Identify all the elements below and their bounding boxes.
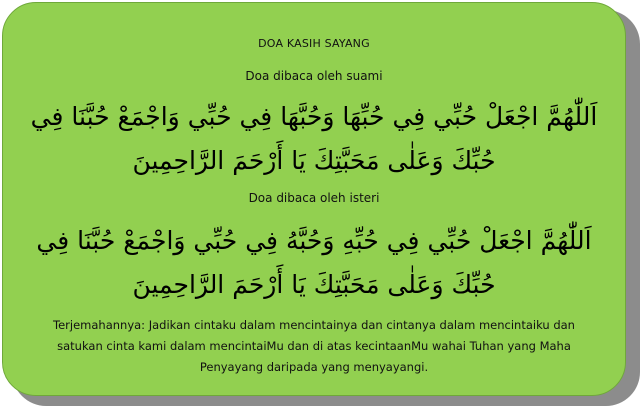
husband-prayer-arabic: اَللّٰهُمَّ اجْعَلْ حُبِّي فِي حُبِّهَا وَحُبَّهَا فِي حُبِّي وَاجْمَعْ حُبَّنَا فِي حُبِّكَ وَعَلٰى مَحَبَّتِكَ يَا أَرْحَمَ الرَّاحِمِينَ xyxy=(30,102,598,175)
translation-text: Terjemahannya: Jadikan cintaku dalam mencintainya dan cintanya dalam mencintaiku dan satukan cinta kami dalam mencintaiMu dan di atas kecintaanMu wahai Tuhan yang Maha Penyayang daripada yang menyayangi. xyxy=(53,318,575,374)
wife-prayer-arabic: اَللّٰهُمَّ اجْعَلْ حُبِّي فِي حُبِّهِ وَحُبَّهُ فِي حُبِّي وَاجْمَعْ حُبَّنَا فِي حُبِّكَ وَعَلٰى مَحَبَّتِكَ يَا أَرْحَمَ الرَّاحِمِينَ xyxy=(36,226,592,299)
card-title: DOA KASIH SAYANG xyxy=(258,37,370,50)
wife-heading: Doa dibaca oleh isteri xyxy=(248,191,380,205)
husband-heading: Doa dibaca oleh suami xyxy=(245,69,383,83)
prayer-card xyxy=(2,2,626,396)
